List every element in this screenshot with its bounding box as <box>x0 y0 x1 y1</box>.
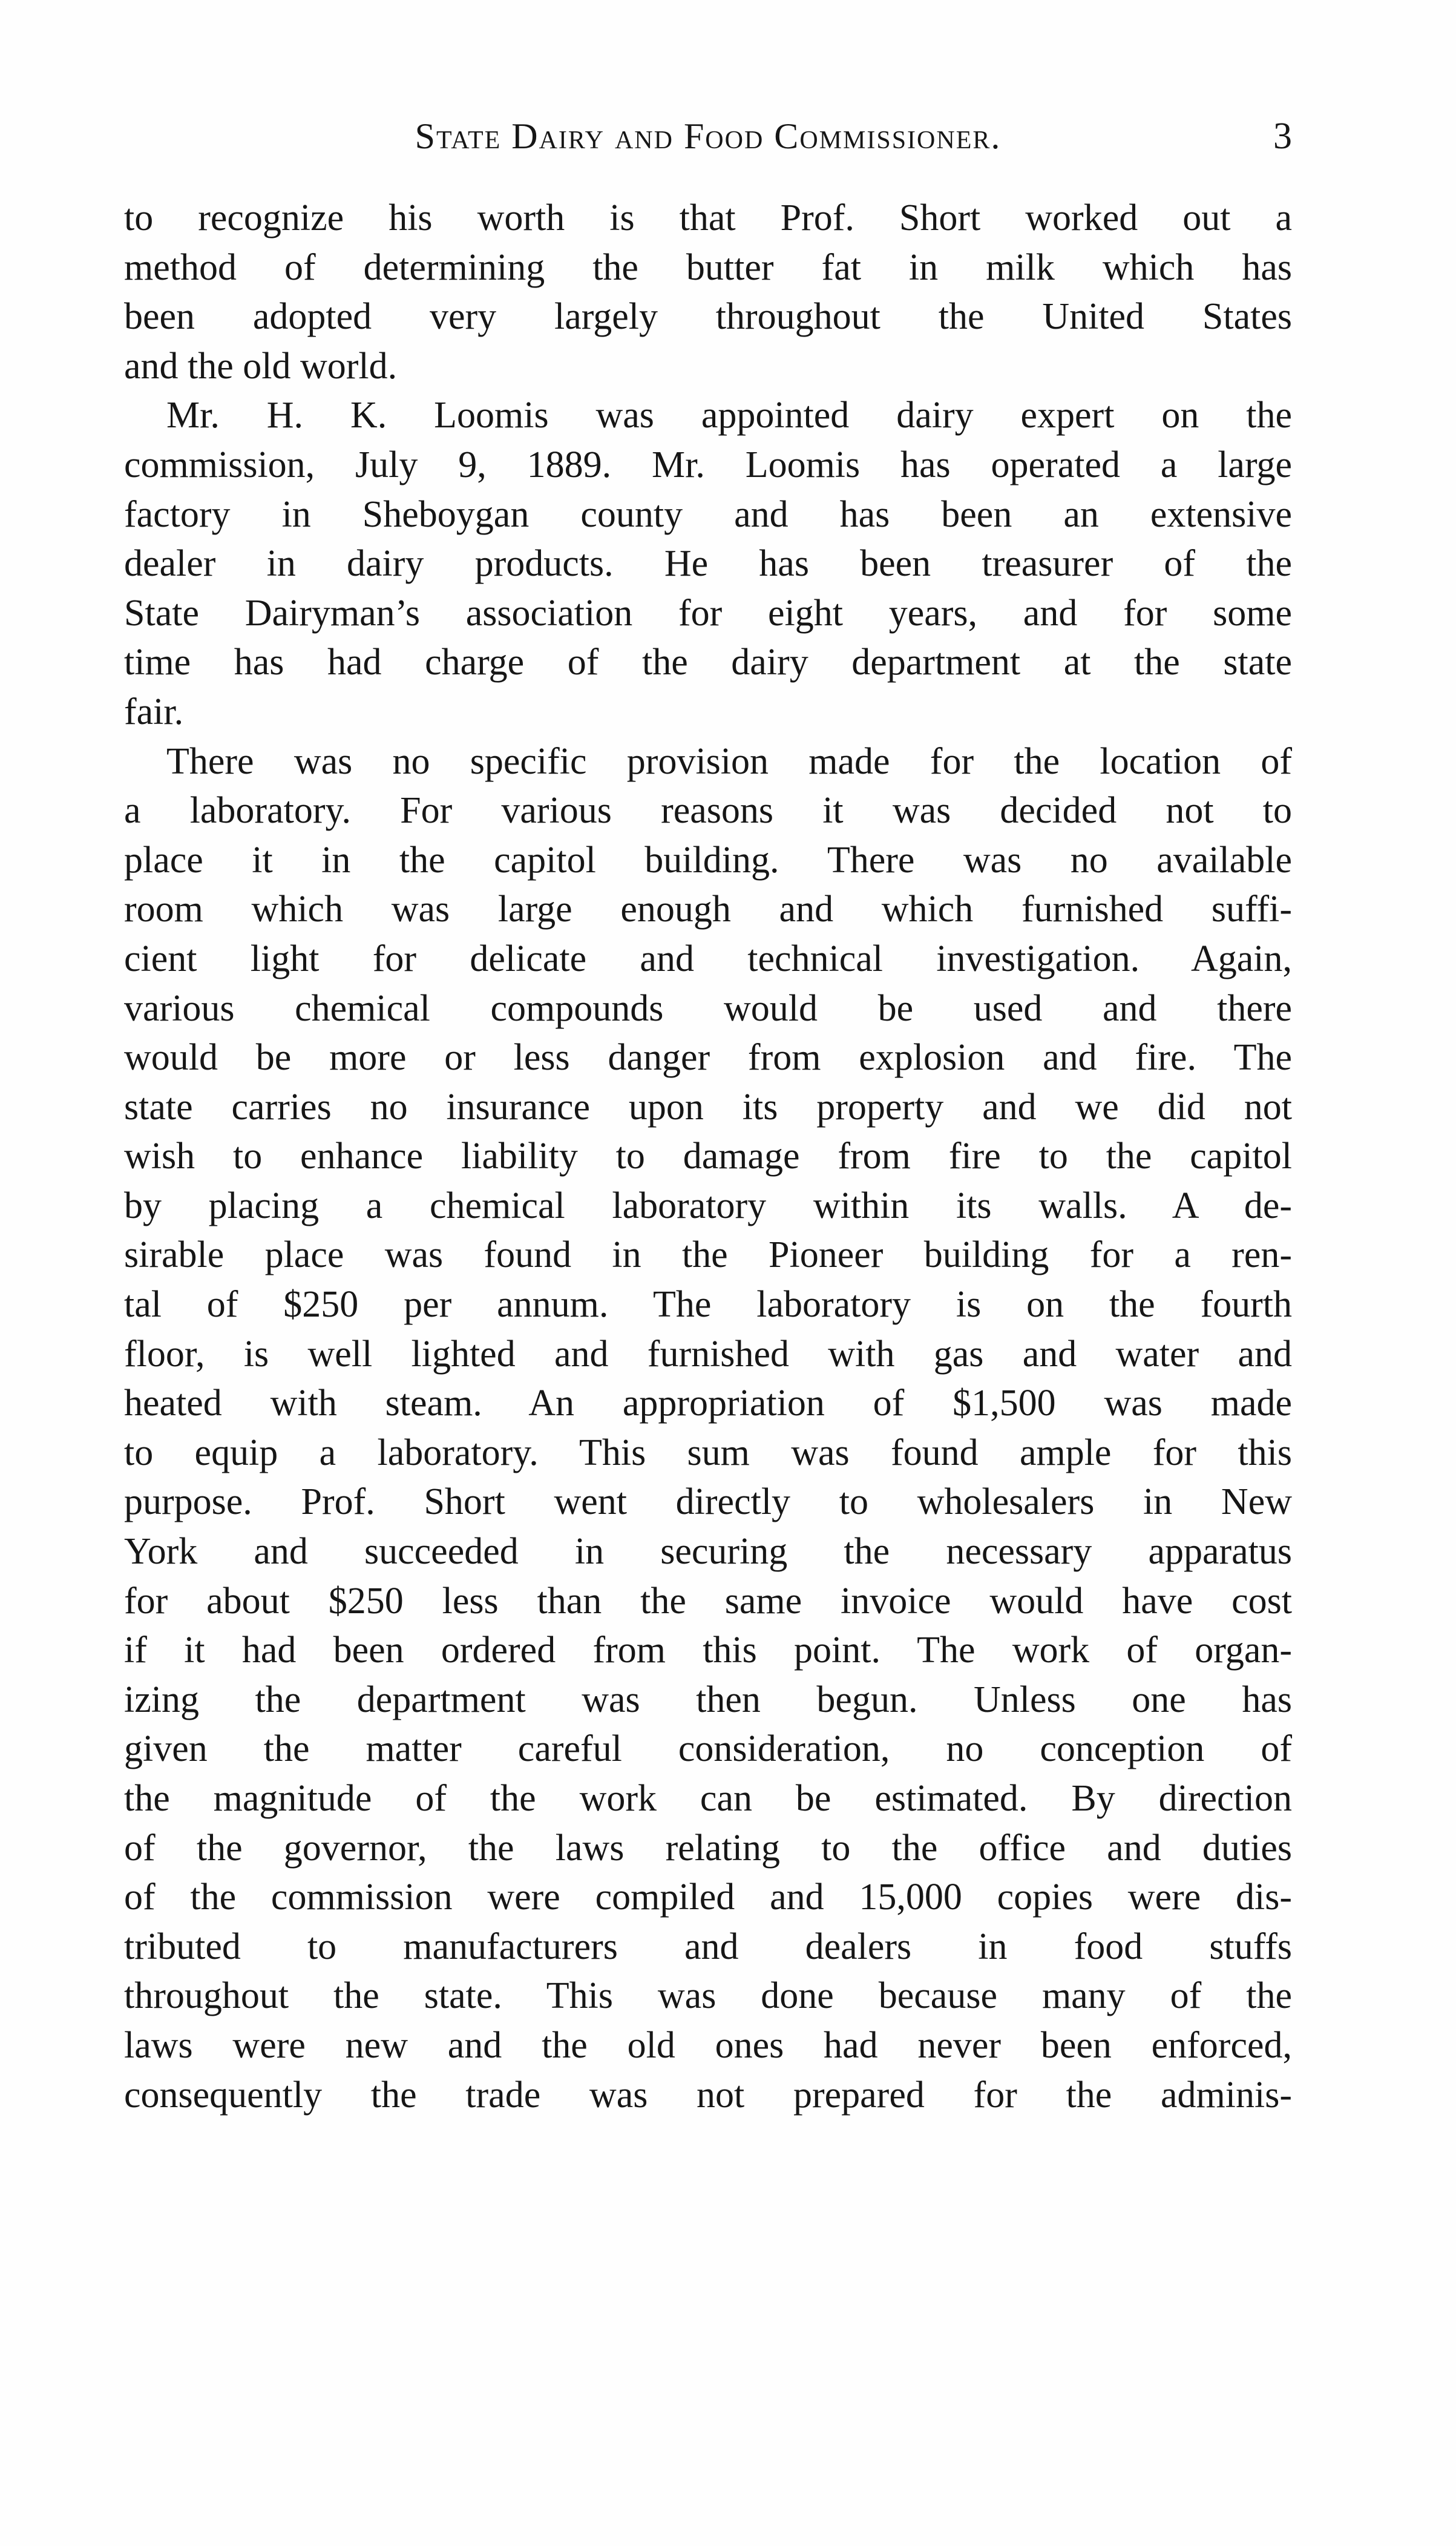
text-line: factory in Sheboygan county and has been an extensive <box>124 493 1292 535</box>
text-line: consequently the trade was not prepared for the adminis- <box>124 2074 1292 2116</box>
text-line: fair. <box>124 691 184 732</box>
text-line: of the commission were compiled and 15,000 copies were dis- <box>124 1877 1292 1918</box>
text-line: to recognize his worth is that Prof. Short worked out a <box>124 197 1292 238</box>
text-line: purpose. Prof. Short went directly to wholesalers in New <box>124 1481 1292 1523</box>
text-line: tributed to manufacturers and dealers in food stuffs <box>124 1926 1292 1967</box>
text-line: for about $250 less than the same invoice would have cost <box>124 1580 1292 1622</box>
text-line: would be more or less danger from explosion and fire. The <box>124 1037 1292 1079</box>
text-line: state carries no insurance upon its property and we did not <box>124 1086 1292 1128</box>
text-line: and the old world. <box>124 345 398 387</box>
text-line: wish to enhance liability to damage from fire to the capitol <box>124 1136 1292 1177</box>
text-line: commission, July 9, 1889. Mr. Loomis has operated a large <box>124 444 1292 485</box>
text-line: if it had been ordered from this point. The work of organ- <box>124 1630 1292 1671</box>
text-line: the magnitude of the work can be estimated. By direction <box>124 1778 1292 1819</box>
text-line: various chemical compounds would be used and there <box>124 987 1292 1029</box>
text-line: throughout the state. This was done because many of the <box>124 1975 1292 2017</box>
text-line: to equip a laboratory. This sum was found ample for this <box>124 1432 1292 1473</box>
text-line: There was no specific provision made for the location of <box>166 740 1292 782</box>
text-line: by placing a chemical laboratory within its walls. A de- <box>124 1185 1292 1226</box>
text-line: Mr. H. K. Loomis was appointed dairy expert on the <box>166 395 1292 436</box>
paragraph-1 <box>124 194 1292 391</box>
text-line: given the matter careful consideration, no conception of <box>124 1728 1292 1770</box>
paragraph-2 <box>124 391 1292 737</box>
text-line: izing the department was then begun. Unless one has <box>124 1679 1292 1720</box>
text-line: room which was large enough and which furnished suffi- <box>124 889 1292 930</box>
text-line: York and succeeded in securing the necessary apparatus <box>124 1531 1292 1573</box>
text-line: been adopted very largely throughout the United States <box>124 296 1292 338</box>
body-text <box>124 194 1292 2120</box>
text-line: of the governor, the laws relating to the office and duties <box>124 1827 1292 1869</box>
running-head <box>124 112 1292 166</box>
text-line: sirable place was found in the Pioneer building for a ren- <box>124 1234 1292 1276</box>
text-line: heated with steam. An appropriation of $1,500 was made <box>124 1383 1292 1424</box>
text-line: State Dairyman’s association for eight years, and for some <box>124 592 1292 634</box>
running-title: State Dairy and Food Commissioner. <box>415 116 1002 156</box>
text-line: cient light for delicate and technical investigation. Again, <box>124 938 1292 979</box>
text-line: method of determining the butter fat in milk which has <box>124 246 1292 288</box>
page-number: 3 <box>1273 116 1292 157</box>
text-line: a laboratory. For various reasons it was decided not to <box>124 790 1292 832</box>
text-line: tal of $250 per annum. The laboratory is on the fourth <box>124 1284 1292 1326</box>
text-line: place it in the capitol building. There was no available <box>124 839 1292 881</box>
text-line: dealer in dairy products. He has been treasurer of the <box>124 543 1292 585</box>
text-line: laws were new and the old ones had never been enforced, <box>124 2024 1292 2066</box>
paragraph-3 <box>124 737 1292 2120</box>
text-line: floor, is well lighted and furnished with gas and water and <box>124 1333 1292 1375</box>
text-line: time has had charge of the dairy department at the state <box>124 642 1292 683</box>
